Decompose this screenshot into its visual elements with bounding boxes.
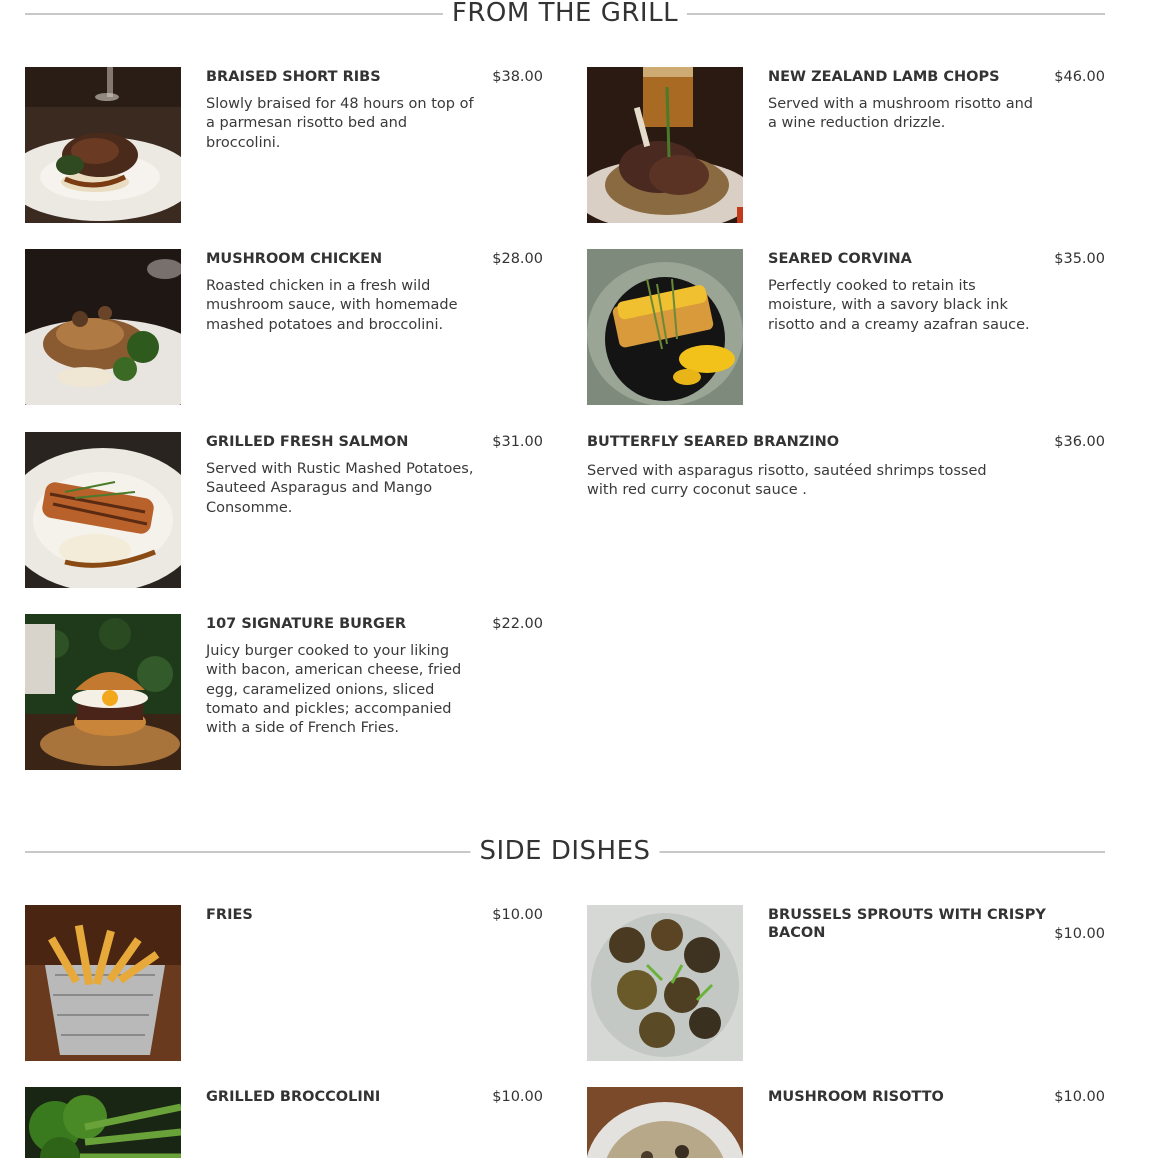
item-price: $10.00 xyxy=(1054,1089,1105,1105)
menu-item-signature-burger xyxy=(25,614,543,774)
broccolini-photo xyxy=(25,1087,181,1158)
menu-item-seared-corvina xyxy=(587,249,1105,409)
mushroom-chicken-photo xyxy=(25,249,181,405)
item-price: $35.00 xyxy=(1054,251,1105,267)
item-price: $10.00 xyxy=(492,1089,543,1105)
item-description: Perfectly cooked to retain its moisture, with a savory black ink risotto and a creamy azafran sauce. xyxy=(768,278,1030,333)
section-title: FROM THE GRILL xyxy=(443,0,687,28)
menu-item-fries xyxy=(25,905,543,1065)
item-name: 107 SIGNATURE BURGER xyxy=(206,616,407,632)
section-header-grill xyxy=(25,0,1105,28)
lamb-chops-photo xyxy=(587,67,743,223)
item-price: $28.00 xyxy=(492,251,543,267)
item-name: BRUSSELS SPROUTS WITH CRISPY BACON xyxy=(768,907,1046,941)
menu-item-short-ribs xyxy=(25,67,543,227)
item-description: Served with Rustic Mashed Potatoes, Sauteed Asparagus and Mango Consomme. xyxy=(206,461,474,516)
item-description: Served with a mushroom risotto and a wine reduction drizzle. xyxy=(768,96,1033,132)
short-ribs-photo xyxy=(25,67,181,223)
item-name: MUSHROOM RISOTTO xyxy=(768,1089,944,1105)
item-price: $36.00 xyxy=(1054,434,1105,450)
item-name: BRAISED SHORT RIBS xyxy=(206,69,381,85)
item-price: $10.00 xyxy=(492,907,543,923)
fries-photo xyxy=(25,905,181,1061)
item-name: SEARED CORVINA xyxy=(768,251,912,267)
item-name: BUTTERFLY SEARED BRANZINO xyxy=(587,434,840,450)
item-price: $31.00 xyxy=(492,434,543,450)
menu-item-lamb-chops xyxy=(587,67,1105,227)
item-name: NEW ZEALAND LAMB CHOPS xyxy=(768,69,1000,85)
menu-items-clipped-row xyxy=(0,1087,1150,1158)
menu-item-grilled-salmon xyxy=(25,432,543,592)
item-name: FRIES xyxy=(206,907,253,923)
item-name: MUSHROOM CHICKEN xyxy=(206,251,383,267)
item-description: Slowly braised for 48 hours on top of a parmesan risotto bed and broccolini. xyxy=(206,96,474,151)
section-header-sides xyxy=(25,836,1105,866)
item-price: $46.00 xyxy=(1054,69,1105,85)
item-description: Served with asparagus risotto, sautéed shrimps tossed with red curry coconut sauce . xyxy=(587,463,987,499)
brussels-sprouts-photo xyxy=(587,905,743,1061)
menu-item-mushroom-risotto xyxy=(587,1087,1105,1158)
corvina-photo xyxy=(587,249,743,405)
burger-photo xyxy=(25,614,181,770)
risotto-photo xyxy=(587,1087,743,1158)
menu-item-grilled-broccolini xyxy=(25,1087,543,1158)
menu-item-mushroom-chicken xyxy=(25,249,543,409)
item-name: GRILLED BROCCOLINI xyxy=(206,1089,381,1105)
section-title: SIDE DISHES xyxy=(470,836,659,866)
item-price: $38.00 xyxy=(492,69,543,85)
item-price: $22.00 xyxy=(492,616,543,632)
item-price: $10.00 xyxy=(1054,926,1105,942)
salmon-photo xyxy=(25,432,181,588)
item-description: Juicy burger cooked to your liking with bacon, american cheese, fried egg, caramelized onions, sliced tomato and pickles; accompanied with a side of French Fries. xyxy=(206,643,462,737)
menu-item-butterfly-branzino xyxy=(587,432,1105,592)
item-name: GRILLED FRESH SALMON xyxy=(206,434,409,450)
item-description: Roasted chicken in a fresh wild mushroom sauce, with homemade mashed potatoes and broccolini. xyxy=(206,278,458,333)
menu-item-brussels-sprouts xyxy=(587,905,1105,1065)
